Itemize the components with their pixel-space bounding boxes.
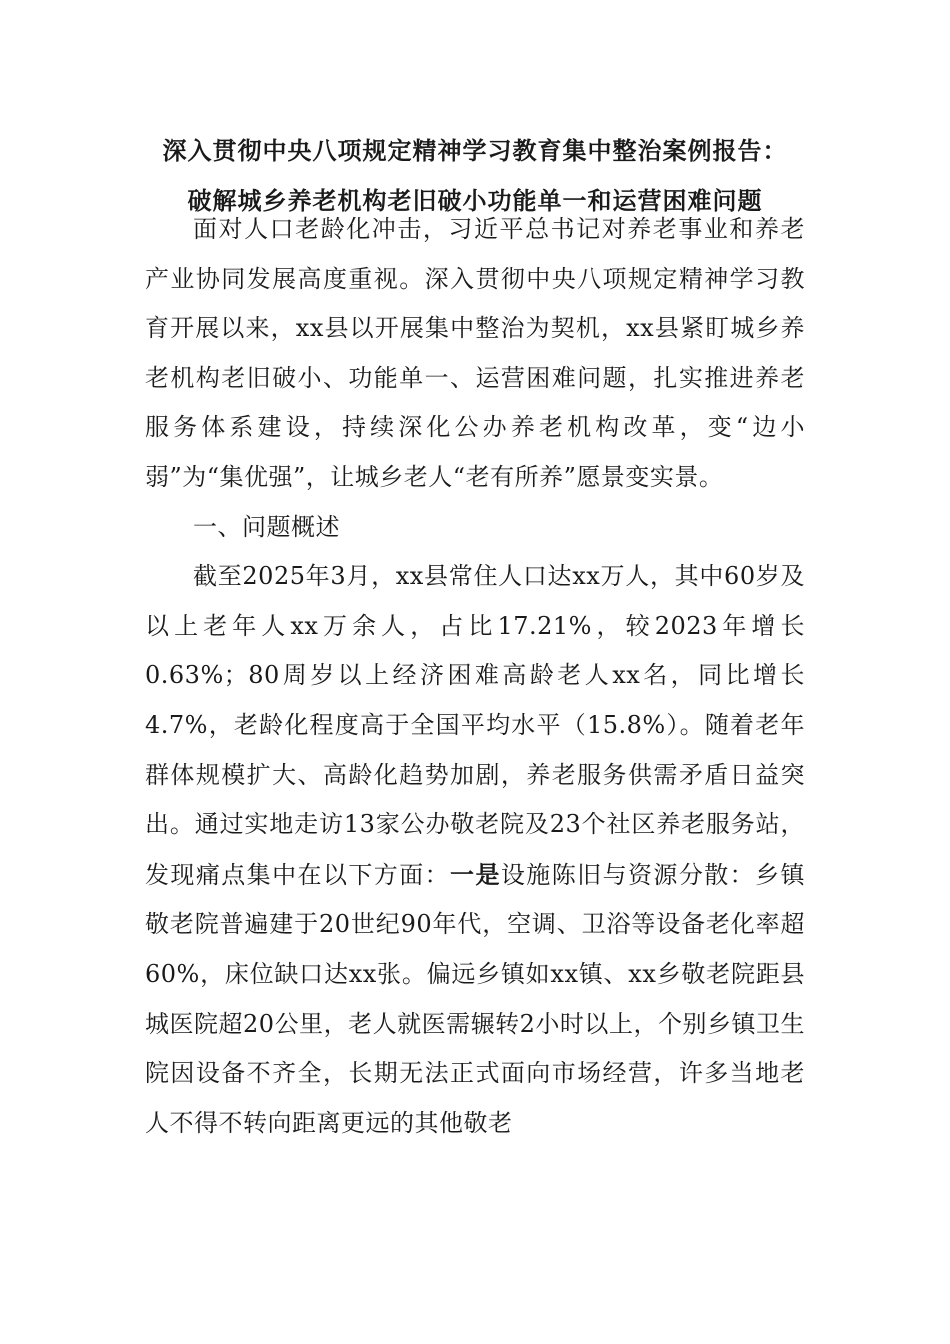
intro-paragraph: 面对人口老龄化冲击，习近平总书记对养老事业和养老产业协同发展高度重视。深入贯彻中央八项规定精神学习教育开展以来，xx县以开展集中整治为契机，xx县紧盯城乡养老机构老旧破小、功能单一、运营困难问题，扎实推进养老服务体系建设，持续深化公办养老机构改革，变“边小弱”为“集优强”，让城乡老人“老有所养”愿景变实景。 xyxy=(145,215,805,491)
document-body xyxy=(145,205,805,1148)
document-title-line-2: 破解城乡养老机构老旧破小功能单一和运营困难问题 xyxy=(187,186,763,215)
section-1-paragraph xyxy=(145,552,805,1148)
section-1-emphasis: 一是 xyxy=(450,859,501,889)
section-1-text-a: 截至2025年3月，xx县常住人口达xx万人，其中60岁及以上老年人xx万余人，占比17.21%，较2023年增长0.63%；80周岁以上经济困难高龄老人xx名，同比增长4.7%，老龄化程度高于全国平均水平（15.8%）。随着老年群体规模扩大、高龄化趋势加剧，养老服务供需矛盾日益突出。通过实地走访13家公办敬老院及23个社区养老服务站，发现痛点集中在以下方面： xyxy=(145,562,805,889)
section-1-text-b: 设施陈旧与资源分散：乡镇敬老院普遍建于20世纪90年代，空调、卫浴等设备老化率超60%，床位缺口达xx张。偏远乡镇如xx镇、xx乡敬老院距县城医院超20公里，老人就医需辗转2小时以上，个别乡镇卫生院因设备不齐全，长期无法正式面向市场经营，许多当地老人不得不转向距离更远的其他敬老 xyxy=(145,860,806,1137)
section-1-heading: 一、问题概述 xyxy=(193,512,340,541)
document-title-line-1: 深入贯彻中央八项规定精神学习教育集中整治案例报告： xyxy=(162,136,788,165)
